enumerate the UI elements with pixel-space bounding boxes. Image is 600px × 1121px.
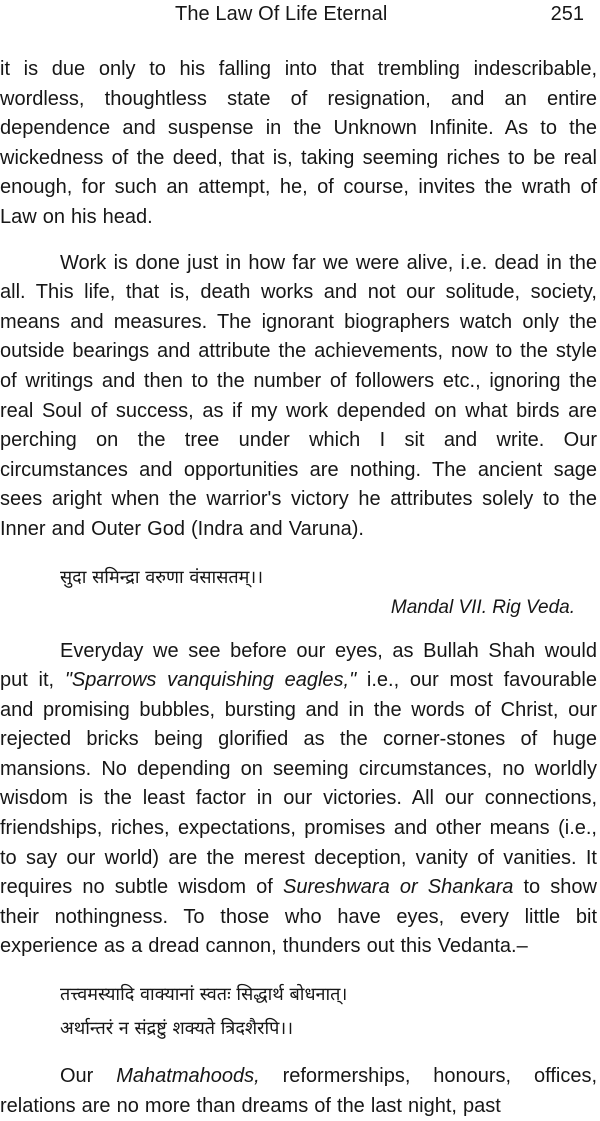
sanskrit-verse-block-2 — [0, 978, 597, 1046]
paragraph-4-text-b: reformerships, honours, offices, relations are no more than dreams of the last night, past — [0, 1065, 598, 1117]
page-body — [0, 55, 597, 1121]
sanskrit-verse-line-1: तत्त्वमस्यादि वाक्यानां स्वतः सिद्धार्थ बोधनात्। — [60, 984, 348, 1006]
paragraph-3 — [0, 637, 597, 963]
paragraph-4-text-a: Our — [60, 1065, 117, 1088]
verse-citation: Mandal VII. Rig Veda. — [390, 596, 575, 618]
page-header — [0, 0, 600, 28]
paragraph-3-quote: "Sparrows vanquishing eagles," — [64, 669, 357, 692]
paragraph-3-text-a: Everyday we see before our eyes, as Bullah Shah would put it, — [0, 639, 597, 692]
paragraph-3-text-c: to show their nothingness. To those who have eyes, every little bit experience as a dread cannon, thunders out this Vedanta.– — [0, 876, 597, 958]
paragraph-4-term: Mahatmahoods, — [116, 1065, 260, 1088]
paragraph-3-text-b: i.e., our most favourable and promising bubbles, bursting and in the words of Christ, our rejected bricks being glorified as the corner-stones of huge mansions. No depending on seeming circumstances, no worldly wisdom is the least factor in our victories. All our connections, friendships, riches, expectations, promises and other means (i.e., to say our world) are the merest deception, vanity of vanities. It requires no subtle wisdom of — [0, 669, 597, 899]
paragraph-3-names: Sureshwara or Shankara — [282, 876, 514, 899]
running-title: The Law Of Life Eternal — [175, 3, 388, 25]
sanskrit-verse-line-2: अर्थान्तरं न संद्रष्टुं शक्यते त्रिदशैरपि।। — [60, 1018, 294, 1040]
paragraph-2: Work is done just in how far we were alive, i.e. dead in the all. This life, that is, death works and not our solitude, society, means and measures. The ignorant biographers watch only the outside bearings and attribute the achievements, now to the style of writings and then to the number of followers etc., ignoring the real Soul of success, as if my work depended on what birds are perching on the tree under which I sit and write. Our circumstances and opportunities are nothing. The ancient sage sees aright when the warrior's victory he attributes solely to the Inner and Outer God (Indra and Varuna). — [0, 251, 597, 540]
paragraph-1: it is due only to his falling into that trembling indescribable, wordless, thoughtless state of resignation, and an entire dependence and suspense in the Unknown Infinite. As to the wickedness of the deed, that is, taking seeming riches to be real enough, for such an attempt, he, of course, invites the wrath of Law on his head. — [0, 58, 597, 228]
sanskrit-verse-block-1 — [0, 561, 597, 621]
sanskrit-verse-line: सुदा समिन्द्रा वरुणा वंसासतम्।। — [60, 566, 264, 588]
page-number: 251 — [550, 3, 584, 25]
paragraph-4 — [0, 1062, 597, 1121]
